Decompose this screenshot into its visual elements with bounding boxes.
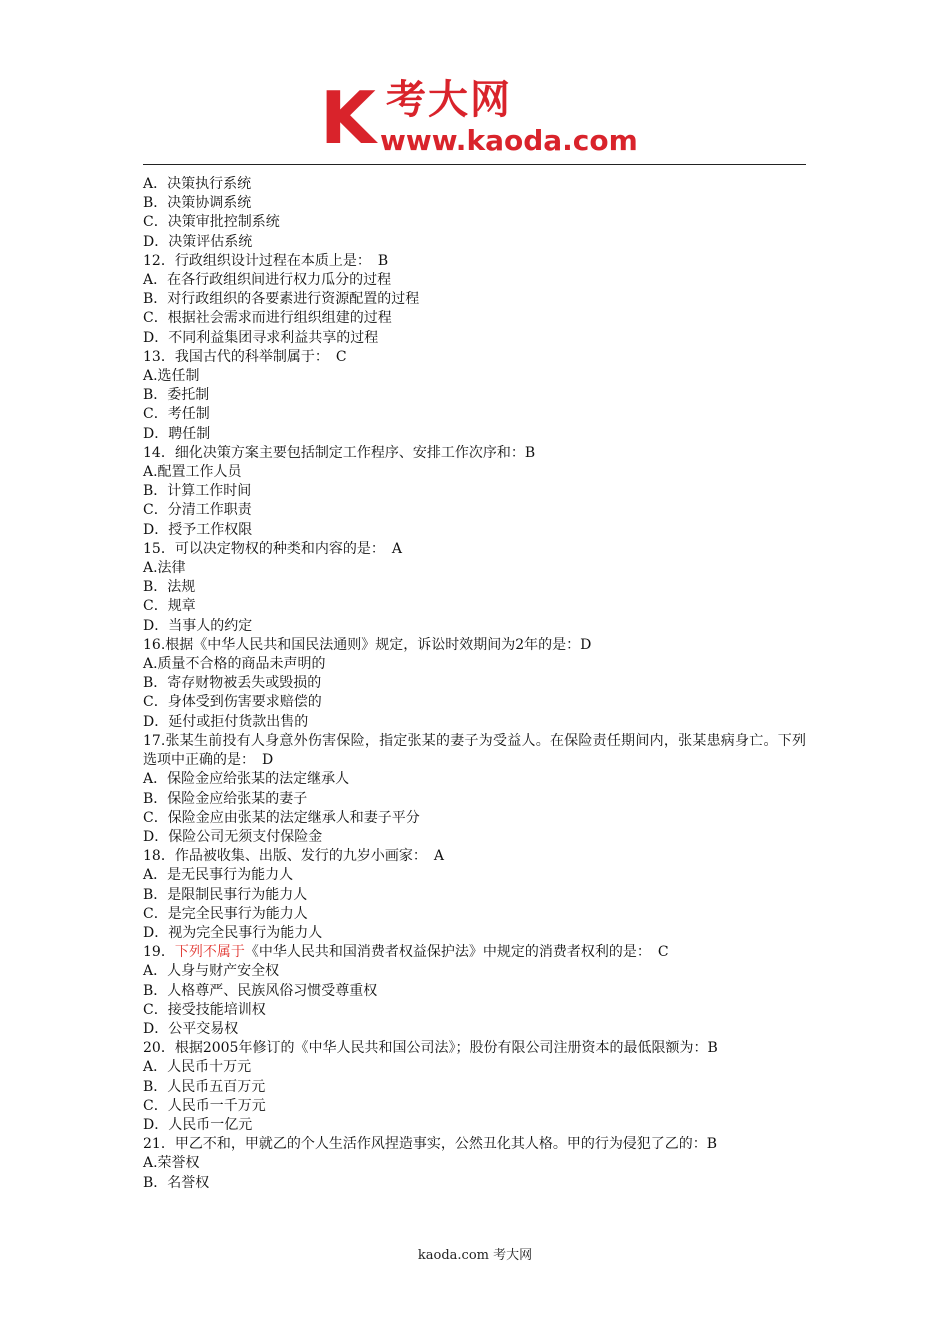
option-line: C．根据社会需求而进行组织组建的过程 (143, 310, 392, 327)
header-divider (143, 164, 806, 165)
option-line: D．不同利益集团寻求利益共享的过程 (143, 329, 379, 346)
option-line: A．人民币十万元 (143, 1059, 252, 1076)
option-line: B．决策协调系统 (143, 195, 252, 212)
question-19-text: 《中华人民共和国消费者权益保护法》中规定的消费者权利的是： C (244, 944, 669, 961)
option-line: C．规章 (143, 598, 196, 615)
option-line: C．接受技能培训权 (143, 1001, 266, 1018)
page-footer: kaoda.com 考大网 (417, 1248, 533, 1263)
question-18: 18．作品被收集、出版、发行的九岁小画家： A (143, 848, 444, 865)
option-line: A．是无民事行为能力人 (143, 867, 294, 884)
option-line: A.荣誉权 (143, 1155, 200, 1172)
question-15: 15．可以决定物权的种类和内容的是： A (143, 540, 402, 557)
option-line: C．决策审批控制系统 (143, 214, 280, 231)
question-20: 20．根据2005年修订的《中华人民共和国公司法》；股份有限公司注册资本的最低限额为：B (143, 1040, 718, 1057)
option-line: D．人民币一亿元 (143, 1116, 253, 1133)
option-line: C．考任制 (143, 406, 210, 423)
option-line: B．是限制民事行为能力人 (143, 886, 308, 903)
option-line: B．委托制 (143, 387, 210, 404)
option-line: B．寄存财物被丢失或毁损的 (143, 675, 322, 692)
option-line: C．分清工作职责 (143, 502, 252, 519)
question-17: 17.张某生前投有人身意外伤害保险，指定张某的妻子为受益人。在保险责任期间内，张某患病身亡。下列选项中正确的是： D (143, 732, 806, 769)
option-line: D．当事人的约定 (143, 617, 253, 634)
option-line: A．保险金应给张某的法定继承人 (143, 771, 350, 788)
option-line: D．授予工作权限 (143, 521, 253, 538)
option-line: B．保险金应给张某的妻子 (143, 790, 308, 807)
option-line: B．人格尊严、民族风俗习惯受尊重权 (143, 982, 378, 999)
option-line: C．身体受到伤害要求赔偿的 (143, 694, 322, 711)
option-line: B．计算工作时间 (143, 483, 252, 500)
option-line: D．保险公司无须支付保险金 (143, 828, 323, 845)
option-line: A．人身与财产安全权 (143, 963, 280, 980)
question-14: 14．细化决策方案主要包括制定工作程序、安排工作次序和：B (143, 444, 536, 461)
question-19-highlight: 下列不属于 (174, 944, 245, 961)
option-line: B．名誉权 (143, 1174, 210, 1191)
option-line: C．是完全民事行为能力人 (143, 905, 308, 922)
question-19 (143, 943, 806, 962)
logo-k-mark: K (320, 76, 376, 160)
option-line: D．视为完全民事行为能力人 (143, 924, 323, 941)
logo-chinese-name: 考大网 (386, 77, 512, 123)
option-line: A．决策执行系统 (143, 176, 252, 192)
option-line: D．延付或拒付货款出售的 (143, 713, 309, 730)
question-16: 16.根据《中华人民共和国民法通则》规定，诉讼时效期间为2年的是：D (143, 636, 592, 653)
option-line: A.配置工作人员 (143, 464, 242, 481)
option-line: A.法律 (143, 560, 186, 577)
question-12: 12．行政组织设计过程在本质上是： B (143, 252, 389, 269)
option-line: A．在各行政组织间进行权力瓜分的过程 (143, 272, 392, 289)
option-line: B．法规 (143, 579, 196, 596)
kaoda-logo (320, 78, 640, 162)
option-line: D．聘任制 (143, 425, 211, 442)
option-line: A.质量不合格的商品未声明的 (143, 656, 326, 673)
option-line: D．决策评估系统 (143, 233, 253, 250)
option-line: C．人民币一千万元 (143, 1097, 266, 1114)
logo-url: www.kaoda.com (380, 124, 638, 157)
document-body (143, 175, 806, 1193)
option-line: D．公平交易权 (143, 1020, 239, 1037)
question-19-number: 19． (143, 944, 175, 961)
question-21: 21．甲乙不和，甲就乙的个人生活作风捏造事实，公然丑化其人格。甲的行为侵犯了乙的：B (143, 1136, 718, 1153)
option-line: B．人民币五百万元 (143, 1078, 266, 1095)
question-13: 13．我国古代的科举制属于： C (143, 348, 347, 365)
option-line: A.选任制 (143, 368, 200, 385)
option-line: B．对行政组织的各要素进行资源配置的过程 (143, 291, 420, 308)
option-line: C．保险金应由张某的法定继承人和妻子平分 (143, 809, 420, 826)
